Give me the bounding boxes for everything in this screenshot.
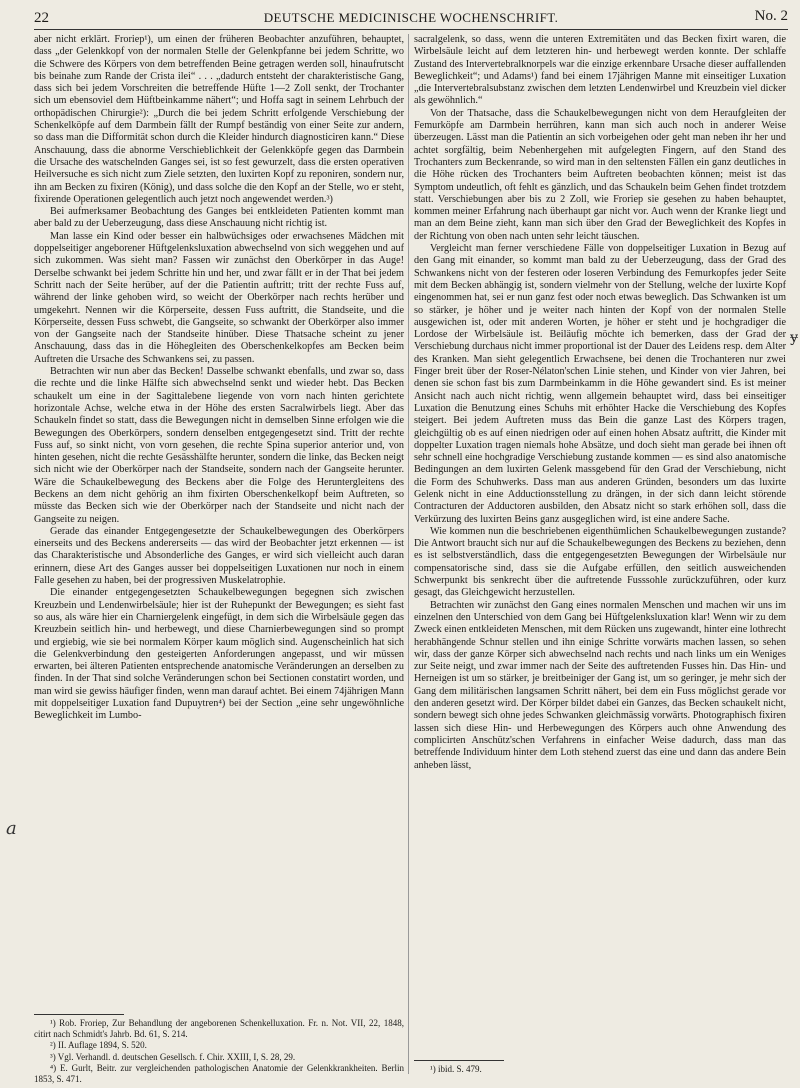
page-number: 22 — [34, 10, 49, 26]
paragraph: Bei aufmerksamer Beobachtung des Ganges bei entkleideten Patienten kommt man aber bald zu der Ueberzeugung, dass diese Anschauung nicht richtig ist. — [34, 206, 404, 230]
footnotes-right — [414, 1064, 786, 1075]
column-divider — [408, 34, 409, 1074]
paragraph: Wie kommen nun die beschriebenen eigenthümlichen Schaukelbewegungen zustande? Die Antwort braucht sich nur auf die Schaukelbewegungen des Beckens zu beziehen, denn es ist selbstverständlich, dass die entgegengesetzten Bewegungen der Wirbelsäule nur compensatorische sind, dass sie die Aufgabe erfüllen, den seitlich ausweichenden Schwerpunkt bis senkrecht über die auftretende Fusssohle zurückzuführen, oder kurz gesagt, das Gleichgewicht herzustellen. — [414, 525, 786, 599]
footnote: ⁴) E. Gurlt, Beitr. zur vergleichenden pathologischen Anatomie der Gelenkkrankheiten. Berlin 1853, S. 471. — [34, 1062, 404, 1085]
footnote: ¹) ibid. S. 479. — [430, 1064, 482, 1074]
issue-number: No. 2 — [754, 8, 788, 24]
right-column — [414, 34, 786, 772]
footnote: ³) Vgl. Verhandl. d. deutschen Gesellsch. f. Chir. XXIII, I, S. 28, 29. — [50, 1051, 296, 1062]
paragraph: aber nicht erklärt. Froriep¹), um einen der früheren Beobachter anzuführen, behauptet, dass „der Gelenkkopf von der normalen Stelle der Gelenkpfanne bei jedem Schritte, wo die Schwere des Körpers von dem betreffenden Beine getragen werden soll, hinaufrutscht bis beinahe zum Rande der Crista ilei“ . . . „dadurch entsteht der charakteristische Gang, dass sich bei jedem Vorschreiten die betreffende Hüfte 1—2 Zoll senkt, der Trochanter sich um ebensoviel dem Hüftbeinkamme nähert“; und Hoffa sagt in seinem Lehrbuch der orthopädischen Chirurgie²): „Durch die bei jedem Schritt erfolgende Verschiebung der Schenkelköpfe auf dem Darmbein fällt der Rumpf beständig von einer Seite zur andern, so dass man die Difformität schon durch die Kleider hindurch diagnosticiren kann.“ Diese Anschauung, dass die abnorme Verschieblichkeit der Gelenkköpfe gegen das Darmbein die Ursache des watschelnden Ganges sei, ist so fest gewurzelt, dass die ersten operativen Heilversuche es sich nicht zum Ziele setzten, den luxirten Kopf zu reponiren, sondern nur, ihn am Becken zu fixiren (König), und dass solche die den Kopf an der Stelle, wo er steht, fixirende Operationen gelegentlich auch jetzt noch angewendet werden.³) — [34, 34, 404, 205]
paragraph: sacralgelenk, so dass, wenn die unteren Extremitäten und das Becken fixirt waren, die Wirbelsäule leicht auf dem letzteren hin- und herbewegt werden konnte. Der schlaffe Zustand des Intervertebralknorpels war die einzige erkennbare Ursache dieser auffallenden Beweglichkeit“; und Adams¹) fand bei einem 17jährigen Manne mit einseitiger Luxation „die Intervertebralsubstanz zwischen dem letzten Lendenwirbel und Kreuzbein viel dicker als gewöhnlich.“ — [414, 34, 786, 107]
footnote: ¹) Rob. Froriep, Zur Behandlung der angeborenen Schenkelluxation. Fr. n. Not. VII, 22, 1848, citirt nach Schmidt's Jahrb. Bd. 61, S. 214. — [34, 1018, 404, 1040]
header-rule — [34, 29, 788, 30]
footnote-rule — [34, 1014, 124, 1015]
left-column — [34, 34, 404, 723]
page-header — [34, 6, 788, 28]
paragraph: Die einander entgegengesetzten Schaukelbewegungen begegnen sich zwischen Kreuzbein und Lendenwirbelsäule; hier ist der Ruhepunkt der Bewegungen; es sieht fast so aus, als wäre hier ein Charniergelenk eingefügt, in dem sich die Wirbelsäule gegen das Kreuzbein seitlich hin- und herbewegt, und diese Charnierbewegungen sind so prompt und ergiebig, wie sie bei normalem Körper kaum möglich sind. Augenscheinlich hat sich die Gelenkverbindung den gesteigerten Anforderungen angepasst, und wir müssen erwarten, bei älteren Patienten entsprechende anatomische Veränderungen an derselben zu finden. In der That sind solche Veränderungen schon bei Sectionen constatirt worden, und man wird sie gewiss häufiger finden, wenn man darauf achtet. Bei einem 74jährigen Mann mit doppelseitiger Luxation fand Dupuytren⁴) bei der Section „eine sehr ungewöhnliche Beweglichkeit im Lumbo- — [34, 587, 404, 722]
paragraph: Betrachten wir zunächst den Gang eines normalen Menschen und machen wir uns im einzelnen den Unterschied von dem Gang bei Hüftgelenksluxation klar! Wenn wir zu dem Zweck einen entkleideten Menschen, mit dem Rücken uns zugewandt, hinter eine lothrecht herabhängende Schnur stellen und ihn einige Schritte vorwärts machen lassen, so sehen wir, dass der ganze Körper sich abwechselnd nach rechts und nach links um ein Weniges zur Seite neigt, und zwar immer nach der Seite des auftretenden Fusses hin. Das Hin- und Herneigen ist um so stärker, je breitbeiniger der Gang ist, um so geringer, je mehr sich der Gang dem militärischen langsamen Schritt nähert, bei dem ein Fuss möglichst gerade vor den anderen gesetzt wird. Der Körper bildet dabei ein Ganzes, das Becken schaukelt nicht, sondern bewegt sich ohne jedes Schwanken gleichmässig vorwärts. Photographisch fixiren lassen sich diese Hin- und Herbewegungen des Körpers auch ohne Anwendung des complicirten Anschütz'schen Verfahrens in einfacher Weise dadurch, dass man das betreffende Individuum hinter dem Loth stehend zuerst das eine und dann das andere Bein anheben lässt, — [414, 599, 787, 771]
paragraph: Betrachten wir nun aber das Becken! Dasselbe schwankt ebenfalls, und zwar so, dass die rechte und die linke Hälfte sich abwechselnd senkt und wieder hebt. Das Becken schaukelt um eine in der Sagittalebene liegende von vorn nach hinten gerichtete horizontale Achse, welche etwa in der Höhe des ersten Sacralwirbels liegt. Aber das Schaukeln findet so statt, dass die Bewegungen nicht in demselben Sinne erfolgen wie die Bewegungen des Oberkörpers, sondern denselben entgegengesetzt sind. Tritt der rechte Fuss auf, so sinkt nicht, von vorn gesehen, die rechte Spina superior anterior und, von hinten gesehen, nicht die rechte Gesässhälfte herunter, sondern die linke, das Becken neigt sich nicht wie der Oberkörper nach der Standseite, sondern nach der Gangseite herunter. Wäre die Schaukelbewegung des Beckens aber die Folge des Heruntergleitens des Beckens an dem nicht gehörig an ihm fixirten Oberschenkelkopf beim Auftreten, so müsste das Becken sich wie der Oberkörper nach der Standseite und nicht nach der Gangseite zu neigen. — [34, 366, 404, 525]
journal-title: DEUTSCHE MEDICINISCHE WOCHENSCHRIFT. — [263, 10, 559, 25]
paragraph: Von der Thatsache, dass die Schaukelbewegungen nicht von dem Heraufgleiten der Femurköpfe am Darmbein herrühren, kann man sich auch noch in anderer Weise überzeugen. Lässt man die Patientin an sich vorbeigehen oder geht man neben ihr her und achtet sorgfältig, beim Nebenhergehen mit aufgelegten Fingern, auf den Stand des Trochanters zum Beckenrande, so wird man in den seltensten Fällen ein ganz deutliches in die Höhe rücken des Trochanters beim Auftreten beobachten können; meist ist das Symptom undeutlich, oft fehlt es gänzlich, und das Schaukeln beim Gehen findet trotzdem statt. Verschiebungen aber bis zu 2 Zoll, wie Froriep sie gesehen zu haben behauptet, kommen meiner Erfahrung nach überhaupt gar nicht vor. Auch wenn der Kranke liegt und man an dem Beine zieht, kann man sich über den Grad der Beweglichkeit des Kopfes in der Richtung von oben nach unten sehr leicht täuschen. — [414, 107, 786, 242]
handwritten-margin-mark: a — [6, 818, 17, 839]
paragraph: Man lasse ein Kind oder besser ein halbwüchsiges oder erwachsenes Mädchen mit doppelseitiger angeborener Hüftgelenksluxation abwechselnd von sich weggehen und auf sich zukommen. Was sieht man? Fassen wir zunächst den Oberkörper in das Auge! Derselbe schwankt bei jedem Schritte hin und her, und zwar fällt er in der That bei jedem Schritt nach der Seite herüber, auf der die Patientin auftritt; tritt der rechte Fuss auf, während der linke gehoben wird, so weicht der Oberkörper nach rechts herüber und umgekehrt. Nennen wir die Körperseite, dessen Fuss auftritt, die Standseite, und die Körperseite, dessen Fuss schwebt, die Gangseite, so schwankt der Oberkörper also immer von der Gangseite nach der Standseite hinüber. Diese Thatsache scheint zu jener Anschauung, dass das in die Höhegleiten des Oberschenkelkopfes am Becken beim Auftreten die Ursache des Schwankens sei, zu passen. — [34, 230, 404, 365]
footnote: ²) II. Auflage 1894, S. 520. — [50, 1040, 147, 1051]
footnotes-left — [34, 1018, 404, 1085]
margin-mark: ɏ — [790, 330, 798, 346]
paragraph: Vergleicht man ferner verschiedene Fälle von doppelseitiger Luxation in Bezug auf den Gang mit einander, so kommt man bald zu der Ueberzeugung, dass der Grad des Schwankens nicht von der festeren oder loseren Verbindung des Femurkopfes jeder Seite mit dem Becken abhängig ist, sondern vielmehr von der Stellung, welche der luxirte Kopf eingenommen hat, sei er nun ganz fest oder noch etwas beweglich. Das Schwanken ist um so stärker, je höher und je weiter nach hinten der Kopf von der normalen Stelle ausgewichen ist, oder mit anderen Worten, je höher er steht und je hochgradiger die Lordose der Wirbelsäule ist. Beiläufig möchte ich bemerken, dass der Grad der Verschiebung durchaus nicht immer proportional ist der Dauer des Leidens resp. dem Alter des Kranken. Man sieht gelegentlich Erwachsene, bei denen die Trochanteren nur zwei Finger breit über der Roser-Nélaton'schen Linie stehen, und Kinder von vier Jahren, bei denen sie schon fast bis zum Darmbeinkamm in die Höhe gewandert sind. Es ist meiner Ansicht nach auch nicht richtig, wenn allgemein behauptet wird, dass bei einseitiger Luxation die Benutzung eines Schuhs mit erhöhter Hacke die Verschiebung des Kopfes steigert. Bei jedem Auftreten muss das Bein die ganze Last des Körpers tragen, gleichgültig ob es auf einen niedrigen oder auf einen hohen Absatz auftritt, die Kinder mit doppelter Luxation tragen niemals hohe Absätze, und doch sieht man gerade bei ihnen oft sehr schnell eine hochgradige Verschiebung zustande kommen — es sind also anatomische Bedingungen an dem luxirten Gelenk massgebend für den Grad der Verschiebung, nicht die Form des Schuhwerks. Dass man aus anderen Gründen, besonders um das luxirte Gelenk nicht in eine Adductionsstellung zu drängen, in der sich dann leicht störende Contracturen der Adductoren ausbilden, den Absatz nicht so stark erhöhen soll, dass die Verkürzung des luxirten Beins ganz ausgeglichen wird, ist eine andere Sache. — [414, 243, 786, 525]
paragraph: Gerade das einander Entgegengesetzte der Schaukelbewegungen des Oberkörpers einerseits und des Beckens andererseits — das wird der Beobachter jetzt erkennen — ist das Charakteristische und Absonderliche des Ganges, er wird sich vielleicht auch daran erinnern, diese Art des Ganges ausser bei doppelseitigen Luxationen nur noch in einem Falle gesehen zu haben, bei der progressiven Muskelatrophie. — [34, 525, 404, 587]
footnote-rule — [414, 1060, 504, 1061]
